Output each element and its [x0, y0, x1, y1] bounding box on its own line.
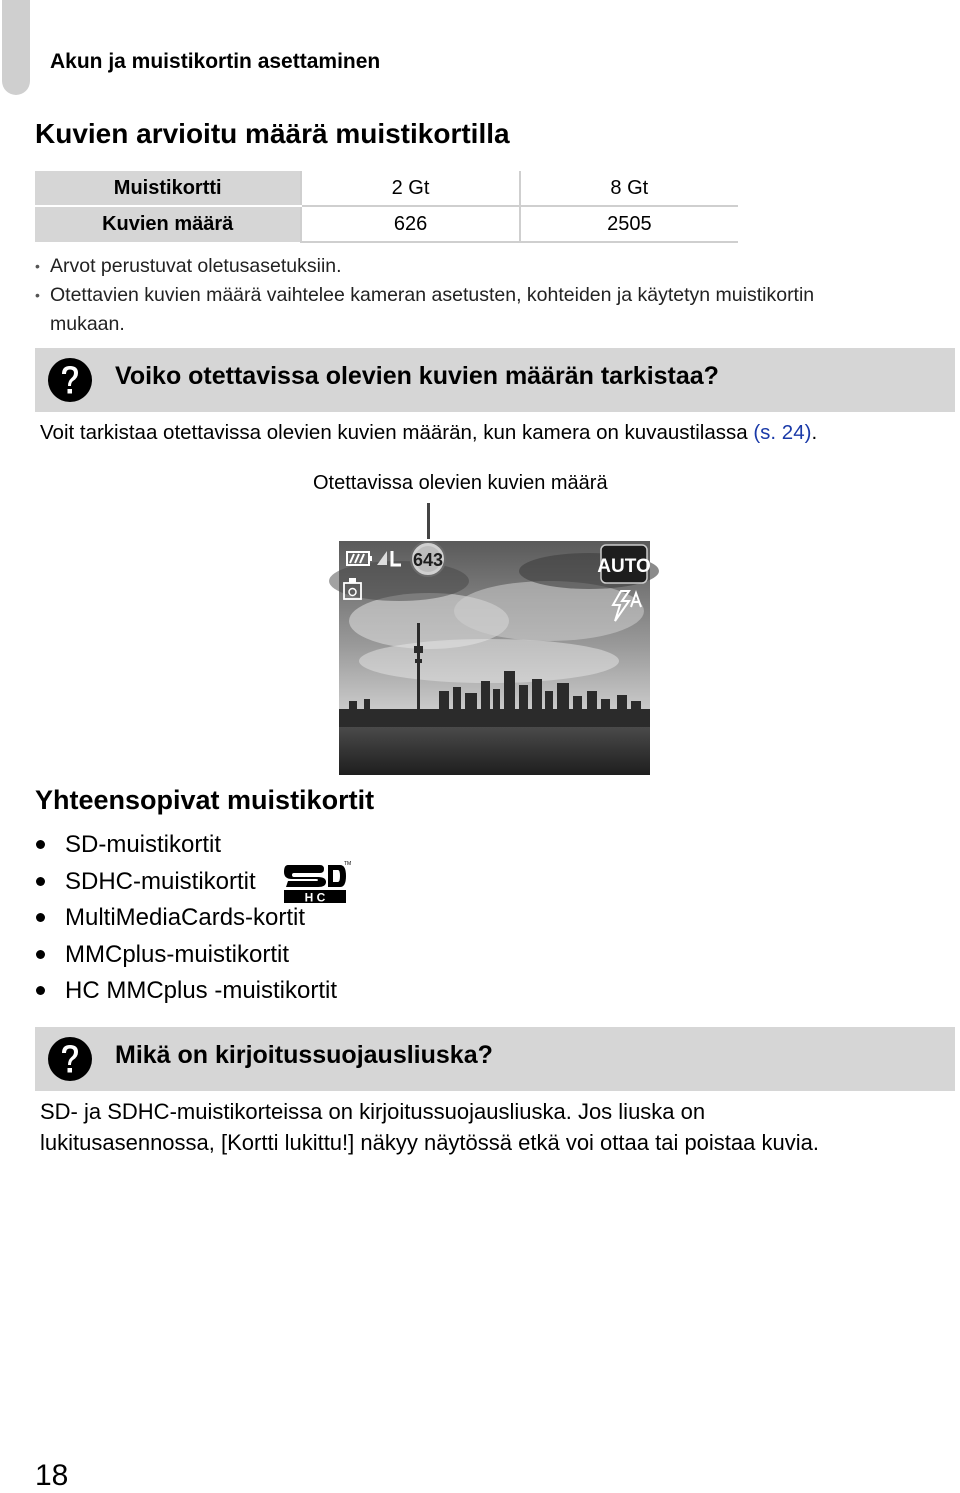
- table-cell: 2 Gt: [301, 171, 519, 206]
- answer-line: lukitusasennossa, [Kortti lukittu!] näkyy näytössä etkä voi ottaa tai poistaa kuvia.: [40, 1130, 819, 1155]
- shots-remaining: 643: [412, 550, 444, 570]
- mode-badge: [597, 545, 650, 583]
- question-title: Mikä on kirjoitussuojausliuska?: [115, 1041, 493, 1069]
- page-title: Kuvien arvioitu määrä muistikortilla: [35, 118, 510, 149]
- list-item: SD-muistikortit: [35, 827, 337, 864]
- question-icon: [47, 357, 93, 403]
- notes-list: [35, 252, 855, 339]
- svg-text:TM: TM: [344, 861, 352, 867]
- answer-text: [40, 421, 817, 445]
- table-cell: 8 Gt: [520, 171, 738, 206]
- question-bar: [35, 348, 955, 412]
- answer-text: [40, 1096, 940, 1158]
- list-item: HC MMCplus -muistikortit: [35, 973, 337, 1010]
- sdhc-logo-icon: [282, 861, 352, 905]
- list-item: SDHC-muistikortit: [35, 864, 337, 901]
- list-item: MultiMediaCards-kortit: [35, 900, 337, 937]
- table-cell: 626: [301, 206, 519, 242]
- question-icon: [47, 1036, 93, 1082]
- note-item: • Otettavien kuvien määrä vaihtelee kameran asetusten, kohteiden ja käytetyn muistikortin mukaan.: [35, 281, 855, 339]
- camera-lcd-screenshot: [339, 541, 650, 775]
- mode-label: AUTO: [597, 556, 651, 577]
- capacity-table: [35, 171, 738, 243]
- row-header: Kuvien määrä: [35, 206, 301, 242]
- question-title: Voiko otettavissa olevien kuvien määrän tarkistaa?: [115, 362, 719, 390]
- compatible-cards-heading: Yhteensopivat muistikortit: [35, 785, 375, 815]
- table-row: [35, 171, 738, 206]
- table-row: [35, 206, 738, 242]
- answer-end: .: [811, 421, 818, 444]
- row-header: Muistikortti: [35, 171, 301, 206]
- compatible-cards-list: [35, 827, 337, 1010]
- svg-text:H C: H C: [304, 890, 326, 905]
- figure-caption: Otettavissa olevien kuvien määrä: [313, 472, 608, 494]
- answer-body: Voit tarkistaa otettavissa olevien kuvien määrän, kun kamera on kuvaustilassa: [40, 421, 754, 444]
- page-number: 18: [35, 1459, 69, 1492]
- page-reference-link[interactable]: (s. 24): [753, 421, 812, 444]
- chapter-tab-marker: [2, 0, 30, 95]
- table-cell: 2505: [520, 206, 738, 242]
- camera-screen-image: [339, 541, 650, 775]
- question-bar: [35, 1027, 955, 1091]
- section-header: Akun ja muistikortin asettaminen: [50, 50, 381, 73]
- note-item: • Arvot perustuvat oletusasetuksiin.: [35, 252, 855, 281]
- list-item: MMCplus-muistikortit: [35, 937, 337, 974]
- answer-line: SD- ja SDHC-muistikorteissa on kirjoitussuojausliuska. Jos liuska on: [40, 1099, 706, 1124]
- callout-line: [427, 503, 430, 539]
